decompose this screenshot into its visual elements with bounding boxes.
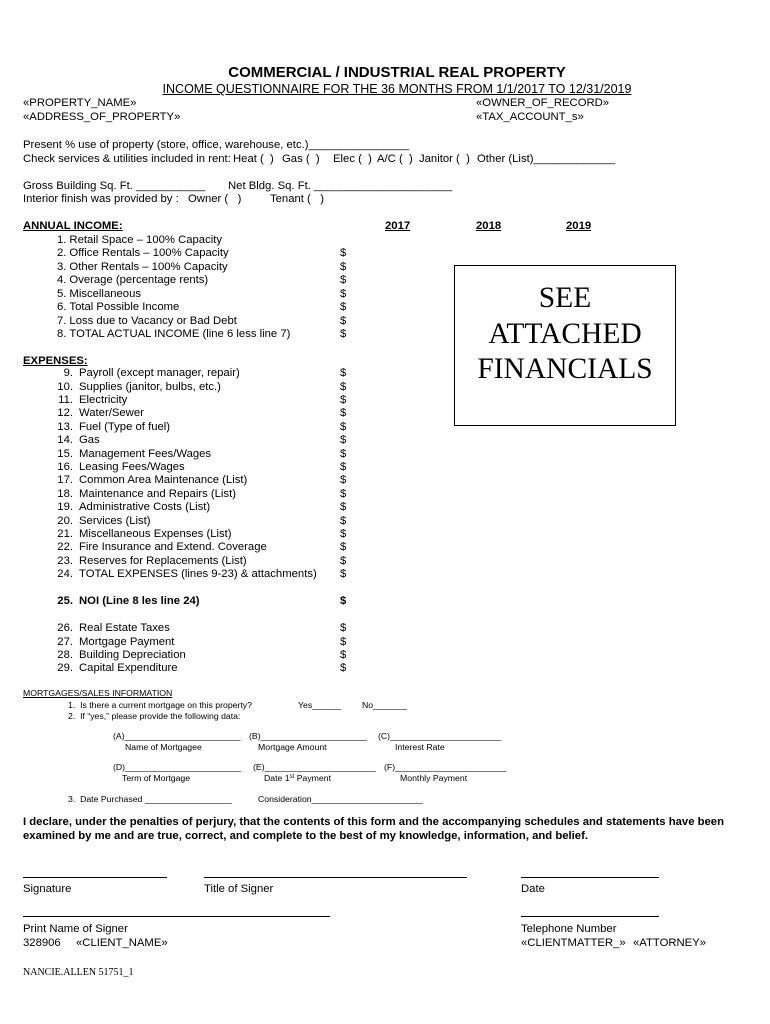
form-title: COMMERCIAL / INDUSTRIAL REAL PROPERTY <box>228 64 566 81</box>
expense-row-label: Water/Sewer <box>79 407 144 420</box>
other-row-label: Building Depreciation <box>79 649 186 662</box>
mortgage-yes-field[interactable]: Yes______ <box>298 699 342 710</box>
other-row <box>57 636 357 649</box>
attached-note-line: ATTACHED <box>488 317 642 350</box>
income-row-label: Miscellaneous <box>69 287 142 300</box>
expense-row-number: 11. <box>58 394 73 407</box>
income-row-currency-sign: $ <box>340 301 347 314</box>
income-row-label: Loss due to Vacancy or Bad Debt <box>69 314 237 327</box>
other-row-number: 28. <box>57 649 73 662</box>
expense-row <box>57 448 357 461</box>
monthly-payment-label: Monthly Payment <box>400 772 468 783</box>
print-name-line[interactable] <box>23 916 330 917</box>
income-row-number: 8. <box>57 328 67 341</box>
other-row-label: Real Estate Taxes <box>79 622 170 635</box>
income-row-number: 6. <box>57 301 67 314</box>
income-row-label: Other Rentals – 100% Capacity <box>69 260 228 273</box>
expense-row-label: Maintenance and Repairs (List) <box>79 487 236 500</box>
first-payment-date-field[interactable]: (E)_______________________ <box>253 761 376 772</box>
telephone-label: Telephone Number <box>521 922 617 935</box>
expense-row-number: 20. <box>57 514 73 527</box>
expense-row-currency-sign: $ <box>340 434 347 447</box>
income-row-number: 3. <box>57 260 67 273</box>
other-row-number: 26. <box>57 622 73 635</box>
expense-row-currency-sign: $ <box>340 420 347 433</box>
year-2018-header: 2018 <box>476 220 502 232</box>
finish-tenant-checkbox[interactable]: Tenant ( ) <box>270 192 324 205</box>
noi-row <box>57 595 357 608</box>
expense-row-number: 13. <box>57 420 73 433</box>
client-id: 328906 <box>23 936 61 949</box>
expense-row <box>57 541 357 554</box>
expense-row-label: Common Area Maintenance (List) <box>79 474 248 487</box>
service-heat-checkbox[interactable]: Heat ( ) <box>233 152 274 165</box>
expense-row-number: 21. <box>57 527 73 540</box>
see-attached-financials-box <box>454 265 676 426</box>
property-address: «ADDRESS_OF_PROPERTY» <box>23 110 181 123</box>
income-items-list <box>57 234 357 342</box>
expense-row-number: 19. <box>57 501 73 514</box>
expense-row-currency-sign: $ <box>340 487 347 500</box>
income-row-currency-sign: $ <box>340 274 347 287</box>
interior-finish-label: Interior finish was provided by : <box>23 192 179 205</box>
finish-owner-checkbox[interactable]: Owner ( ) <box>188 192 242 205</box>
document-id-footer: NANCIE.ALLEN 51751_1 <box>23 967 134 978</box>
other-row-currency-sign: $ <box>340 649 347 662</box>
expense-row-label: Management Fees/Wages <box>79 447 212 460</box>
expense-row <box>57 488 357 501</box>
expense-row-label: Fire Insurance and Extend. Coverage <box>79 541 267 554</box>
form-subtitle-text: INCOME QUESTIONNAIRE FOR THE 36 MONTHS FROM 1/1/2017 TO 12/31/2019 <box>162 82 632 96</box>
expense-row <box>57 461 357 474</box>
expense-row <box>57 528 357 541</box>
date-label: Date <box>521 882 545 895</box>
expense-row-currency-sign: $ <box>340 407 347 420</box>
telephone-line[interactable] <box>521 916 659 917</box>
expense-row-number: 15. <box>57 447 73 460</box>
expense-row <box>57 381 357 394</box>
expense-row-currency-sign: $ <box>340 447 347 460</box>
expense-row-currency-sign: $ <box>340 554 347 567</box>
other-row-label: Mortgage Payment <box>79 635 175 648</box>
expense-row-label: Leasing Fees/Wages <box>79 461 185 474</box>
service-elec-checkbox[interactable]: Elec ( ) <box>333 152 372 165</box>
expense-row <box>57 555 357 568</box>
income-row <box>57 315 357 329</box>
service-gas-checkbox[interactable]: Gas ( ) <box>282 152 320 165</box>
year-2019-header: 2019 <box>566 220 592 232</box>
income-row <box>57 328 357 342</box>
mortgage-term-field[interactable]: (D)________________________ <box>113 761 242 772</box>
income-row-currency-sign: $ <box>340 260 347 273</box>
declaration-line: I declare, under the penalties of perjury, that the contents of this form and the accompanying schedules and statements have been <box>23 815 724 828</box>
mortgage-heading: MORTGAGES/SALES INFORMATION <box>23 687 173 698</box>
expense-row-currency-sign: $ <box>340 541 347 554</box>
net-sqft-field[interactable]: Net Bldg. Sq. Ft. ______________________ <box>228 179 453 192</box>
first-payment-date-label <box>264 773 331 784</box>
expense-row <box>57 407 357 420</box>
income-row <box>57 261 357 275</box>
other-row-label: Capital Expenditure <box>79 662 178 675</box>
expense-row-currency-sign: $ <box>340 380 347 393</box>
expense-row-label: Miscellaneous Expenses (List) <box>79 527 232 540</box>
service-ac-checkbox[interactable]: A/C ( ) <box>377 152 413 165</box>
expenses-heading: EXPENSES: <box>23 354 88 367</box>
expense-row-label: Electricity <box>79 394 128 407</box>
income-row-number: 1. <box>57 233 67 246</box>
expense-row <box>57 394 357 407</box>
mortgagee-name-label: Name of Mortgagee <box>125 741 202 752</box>
signature-line[interactable] <box>23 877 167 878</box>
attached-note-line: SEE <box>538 282 592 314</box>
attorney: «ATTORNEY» <box>633 936 707 949</box>
other-row-currency-sign: $ <box>340 662 347 675</box>
expense-row-label: Administrative Costs (List) <box>79 501 211 514</box>
income-row-number: 4. <box>57 274 67 287</box>
annual-income-heading: ANNUAL INCOME: <box>23 220 123 232</box>
other-row-currency-sign: $ <box>340 635 347 648</box>
expense-row-number: 18. <box>57 487 73 500</box>
income-row <box>57 274 357 288</box>
service-other-field[interactable]: Other (List)_____________ <box>477 152 616 165</box>
mortgage-amount-label: Mortgage Amount <box>258 741 327 752</box>
expense-row-number: 10. <box>57 380 73 393</box>
interest-rate-label: Interest Rate <box>395 741 445 752</box>
other-row-number: 27. <box>57 635 73 648</box>
expense-row-label: Reserves for Replacements (List) <box>79 554 247 567</box>
income-row-number: 7. <box>57 314 67 327</box>
expense-row <box>57 434 357 447</box>
expense-row-currency-sign: $ <box>340 501 347 514</box>
expense-row-currency-sign: $ <box>340 474 347 487</box>
owner-of-record: «OWNER_OF_RECORD» <box>476 96 610 109</box>
expense-row-currency-sign: $ <box>340 394 347 407</box>
mortgage-amount-field[interactable]: (B)______________________ <box>249 730 367 741</box>
expense-row-label: Services (List) <box>79 514 151 527</box>
tax-account: «TAX_ACCOUNT_s» <box>476 110 584 123</box>
title-of-signer-label: Title of Signer <box>204 882 274 895</box>
income-row-currency-sign: $ <box>340 328 347 341</box>
expense-row-currency-sign: $ <box>340 527 347 540</box>
income-row-label: Retail Space – 100% Capacity <box>69 233 223 246</box>
income-row-number: 5. <box>57 287 67 300</box>
expense-row-label: Fuel (Type of fuel) <box>79 420 171 433</box>
income-row <box>57 301 357 315</box>
income-row-label: TOTAL ACTUAL INCOME (line 6 less line 7) <box>69 328 291 341</box>
first-payment-label-suffix: st <box>289 773 295 780</box>
noi-row-currency-sign: $ <box>340 595 347 608</box>
income-row-number: 2. <box>57 247 67 260</box>
consideration-field[interactable]: Consideration_______________________ <box>258 793 423 804</box>
service-janitor-checkbox[interactable]: Janitor ( ) <box>419 152 470 165</box>
interest-rate-field[interactable]: (C)_______________________ <box>378 730 502 741</box>
expense-row-number: 16. <box>57 461 73 474</box>
other-row <box>57 662 357 675</box>
date-purchased-field[interactable]: 3. Date Purchased __________________ <box>68 793 232 804</box>
client-name: «CLIENT_NAME» <box>76 936 168 949</box>
expense-row-label: Payroll (except manager, repair) <box>79 367 240 380</box>
noi-row-number: 25. <box>57 595 73 608</box>
expense-row-currency-sign: $ <box>340 367 347 380</box>
present-use-field[interactable]: Present % use of property (store, office, warehouse, etc.)________________ <box>23 138 410 151</box>
income-row-label: Overage (percentage rents) <box>69 274 209 287</box>
signature-label: Signature <box>23 882 72 895</box>
expense-row <box>57 367 357 380</box>
expense-row-currency-sign: $ <box>340 568 347 581</box>
expense-row <box>57 474 357 487</box>
expense-row-number: 14. <box>57 434 73 447</box>
expense-items-list <box>57 367 357 581</box>
income-row <box>57 234 357 248</box>
income-row-currency-sign: $ <box>340 287 347 300</box>
property-name: «PROPERTY_NAME» <box>23 96 137 109</box>
income-row-currency-sign: $ <box>340 247 347 260</box>
client-matter: «CLIENTMATTER_» <box>521 936 626 949</box>
gross-sqft-field[interactable]: Gross Building Sq. Ft. ___________ <box>23 179 206 192</box>
first-payment-label-rest: Payment <box>294 772 331 783</box>
mortgage-question-1: 1. Is there a current mortgage on this property? <box>68 699 252 710</box>
print-name-label: Print Name of Signer <box>23 922 128 935</box>
mortgagee-name-field[interactable]: (A)________________________ <box>113 730 241 741</box>
expense-row-number: 12. <box>57 407 73 420</box>
attached-note-line: FINANCIALS <box>477 353 653 385</box>
noi-row-label: NOI (Line 8 les line 24) <box>79 595 200 608</box>
expense-row <box>57 568 357 581</box>
form-subtitle <box>24 82 770 97</box>
expense-row-currency-sign: $ <box>340 514 347 527</box>
expense-row-number: 23. <box>57 554 73 567</box>
expense-row-number: 9. <box>63 367 73 380</box>
expense-row-number: 24. <box>57 568 73 581</box>
income-row-label: Office Rentals – 100% Capacity <box>69 247 229 260</box>
other-row-currency-sign: $ <box>340 622 347 635</box>
expense-row-currency-sign: $ <box>340 461 347 474</box>
mortgage-term-label: Term of Mortgage <box>122 772 191 783</box>
expense-row-number: 22. <box>57 541 73 554</box>
mortgage-no-field[interactable]: No_______ <box>362 699 407 710</box>
first-payment-label-text: Date 1 <box>264 772 290 783</box>
services-label: Check services & utilities included in rent: <box>23 152 231 165</box>
income-row-label: Total Possible Income <box>69 301 180 314</box>
monthly-payment-field[interactable]: (F)_______________________ <box>384 761 507 772</box>
expense-row-label: Gas <box>79 434 100 447</box>
year-2017-header: 2017 <box>385 220 411 232</box>
income-row-currency-sign: $ <box>340 314 347 327</box>
declaration-line: examined by me and are true, correct, and complete to the best of my knowledge, information, and belief. <box>23 829 588 842</box>
income-row <box>57 247 357 261</box>
date-line[interactable] <box>521 877 659 878</box>
mortgage-question-2: 2. If “yes,” please provide the following data: <box>68 710 241 721</box>
expense-row <box>57 421 357 434</box>
noi-list <box>57 595 357 608</box>
income-row <box>57 288 357 302</box>
expense-row-label: TOTAL EXPENSES (lines 9-23) & attachments) <box>79 568 317 581</box>
expense-row <box>57 501 357 514</box>
expense-row-number: 17. <box>57 474 73 487</box>
title-of-signer-line[interactable] <box>204 877 467 878</box>
other-row <box>57 649 357 662</box>
other-row <box>57 622 357 635</box>
expense-row <box>57 515 357 528</box>
expense-row-label: Supplies (janitor, bulbs, etc.) <box>79 380 221 393</box>
other-row-number: 29. <box>57 662 73 675</box>
other-items-list <box>57 622 357 676</box>
